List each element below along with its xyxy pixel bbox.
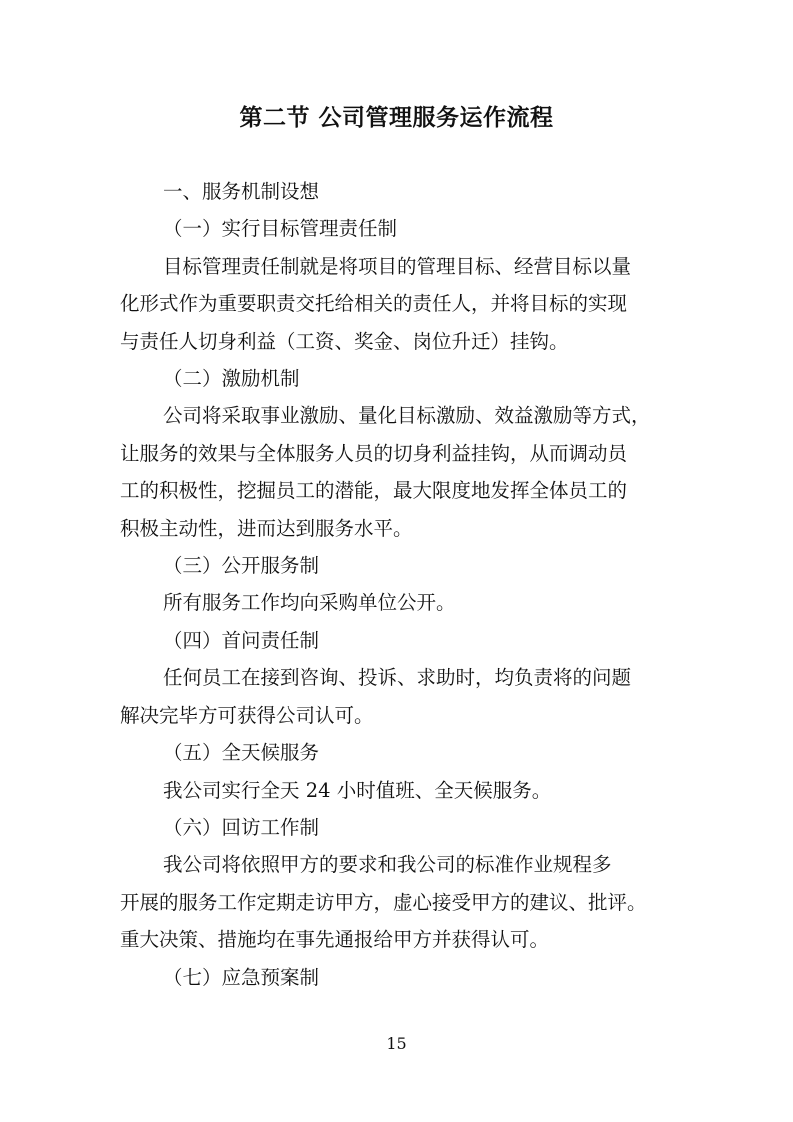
paragraph-line: 我公司实行全天 24 小时值班、全天候服务。 [163, 778, 552, 802]
paragraph-line: 目标管理责任制就是将项目的管理目标、经营目标以量 [163, 254, 632, 278]
subheading-incentive: （二）激励机制 [163, 367, 300, 391]
subheading-first-inquiry: （四）首问责任制 [163, 628, 320, 652]
paragraph-line: 所有服务工作均向采购单位公开。 [163, 591, 456, 615]
subheading-full-day-service: （五）全天候服务 [163, 741, 320, 765]
subheading-return-visit: （六）回访工作制 [163, 815, 320, 839]
paragraph-line: 公司将采取事业激励、量化目标激励、效益激励等方式， [163, 404, 651, 428]
paragraph-line: 让服务的效果与全体服务人员的切身利益挂钩，从而调动员 [120, 441, 628, 465]
paragraph-line: 解决完毕方可获得公司认可。 [120, 703, 374, 727]
paragraph-line: 重大决策、措施均在事先通报给甲方并获得认可。 [120, 928, 550, 952]
page-number: 15 [386, 1034, 407, 1053]
paragraph-line: 工的积极性，挖掘员工的潜能，最大限度地发挥全体员工的 [120, 479, 628, 503]
paragraph-line: 开展的服务工作定期走访甲方，虚心接受甲方的建议、批评。 [120, 890, 647, 914]
paragraph-line: 与责任人切身利益（工资、奖金、岗位升迁）挂钩。 [120, 329, 569, 353]
subheading-emergency-plan: （七）应急预案制 [163, 965, 320, 989]
subheading-target-management: （一）实行目标管理责任制 [163, 217, 398, 241]
paragraph-line: 化形式作为重要职责交托给相关的责任人，并将目标的实现 [120, 292, 628, 316]
paragraph-line: 任何员工在接到咨询、投诉、求助时，均负责将的问题 [163, 666, 632, 690]
subheading-open-service: （三）公开服务制 [163, 554, 320, 578]
paragraph-line: 积极主动性，进而达到服务水平。 [120, 516, 413, 540]
document-body [120, 173, 682, 996]
section-title: 第二节 公司管理服务运作流程 [239, 105, 554, 131]
paragraph-line: 我公司将依照甲方的要求和我公司的标准作业规程多 [163, 853, 612, 877]
heading-service-mechanism: 一、服务机制设想 [163, 180, 320, 203]
